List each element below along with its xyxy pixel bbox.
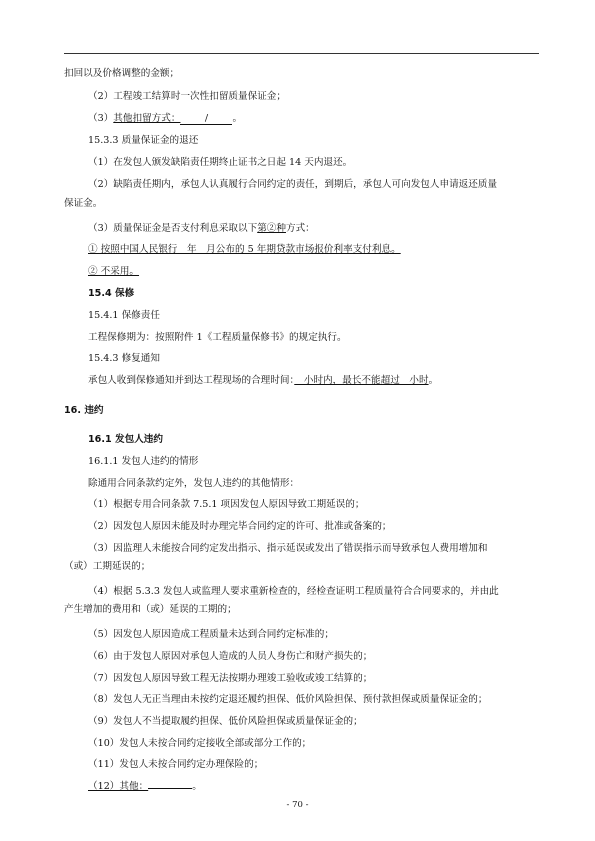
section-heading: 16.1 发包人违约 [88, 434, 163, 445]
item-suffix: 方式： [285, 223, 315, 234]
fill-in-blank: / [180, 113, 232, 125]
list-item: （4）根据 5.3.3 发包人或监理人要求重新检查的，经检查证明工程质量符合合同要求的，并由此 [88, 586, 499, 597]
list-item-continuation: （或）工期延误的； [64, 561, 151, 572]
option-2: ② 不采用。 [88, 266, 140, 277]
clause-heading: 15.3.3 质量保证金的退还 [88, 135, 199, 146]
fill-in-value: 小时内，最长不能超过 小时 [294, 375, 429, 386]
clause-heading: 15.4.3 修复通知 [88, 353, 160, 364]
option-1: ① 按照中国人民银行 年 月公布的 5 年期贷款市场报价利率支付利息。 [88, 244, 401, 255]
list-item: （5）因发包人原因造成工程质量未达到合同约定标准的； [88, 629, 334, 640]
clause-item [88, 222, 315, 235]
item-number: （3） [88, 113, 114, 124]
paragraph-continuation: 扣回以及价格调整的金额； [64, 68, 180, 79]
item-text: 承包人收到保修通知并到达工程现场的合理时间： [88, 375, 295, 386]
list-item: （8）发包人无正当理由未按约定退还履约担保、低价风险担保、预付款担保或质量保证金的； [88, 694, 488, 705]
clause-item: （2）工程竣工结算时一次性扣留质量保证金； [88, 91, 286, 102]
item-suffix: 。 [192, 781, 202, 792]
clause-item: （1）在发包人颁发缺陷责任期终止证书之日起 14 天内退还。 [88, 157, 353, 168]
chapter-heading: 16. 违约 [64, 405, 104, 416]
item-suffix: 。 [232, 113, 243, 124]
list-item: （9）发包人不当提取履约担保、低价风险担保或质量保证金的； [88, 716, 363, 727]
item-text: （3）质量保证金是否支付利息采取以下 [88, 223, 258, 234]
list-item: （10）发包人未按合同约定接收全部或部分工作的； [88, 738, 312, 749]
clause-item: （2）缺陷责任期内，承包人认真履行合同约定的责任，到期后，承包人可向发包人申请返还质量 [88, 179, 498, 190]
item-suffix: 。 [428, 375, 439, 386]
fill-in-blank [148, 788, 192, 789]
clause-text [88, 374, 438, 387]
page-number: - 70 - [286, 800, 309, 810]
clause-text: 工程保修期为：按照附件 1《工程质量保修书》的规定执行。 [88, 332, 347, 343]
header-rule [64, 53, 539, 54]
clause-item-continuation: 保证金。 [64, 198, 103, 209]
clause-heading: 15.4.1 保修责任 [88, 310, 160, 321]
list-item: （2）因发包人原因未能及时办理完毕合同约定的许可、批准或备案的； [88, 521, 392, 532]
clause-heading: 16.1.1 发包人违约的情形 [88, 456, 199, 467]
list-item: （7）因发包人原因导致工程无法按期办理竣工验收或竣工结算的； [88, 673, 373, 684]
list-item-continuation: 产生增加的费用和（或）延误的工期的； [64, 604, 237, 615]
item-label: 其他扣留方式： [113, 113, 181, 124]
clause-text: 除通用合同条款约定外，发包人违约的其他情形： [88, 478, 300, 489]
section-heading: 15.4 保修 [88, 288, 135, 299]
selected-option: 第②种 [257, 223, 286, 234]
list-item [88, 780, 202, 793]
clause-item [88, 112, 242, 125]
list-item: （3）因监理人未能按合同约定发出指示、指示延误或发出了错误指示而导致承包人费用增加和 [88, 543, 488, 554]
item-label: （12）其他： [88, 781, 149, 792]
list-item: （1）根据专用合同条款 7.5.1 项因发包人原因导致工期延误的； [88, 499, 365, 510]
list-item: （6）由于发包人原因对承包人造成的人员人身伤亡和财产损失的； [88, 651, 373, 662]
list-item: （11）发包人未按合同约定办理保险的； [88, 759, 264, 770]
